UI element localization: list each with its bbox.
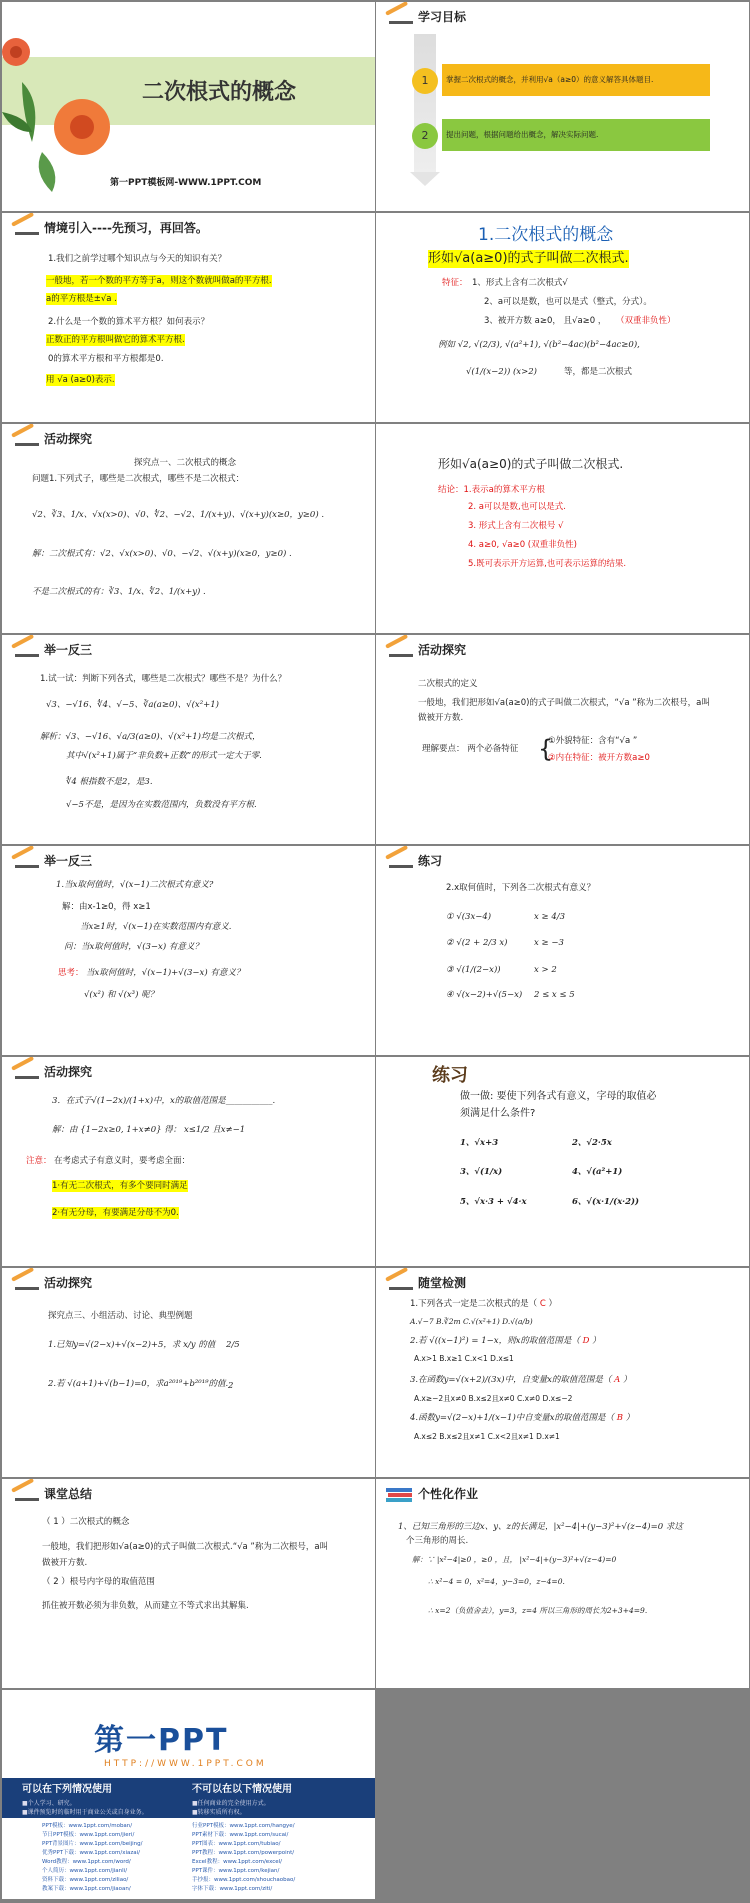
slide-homework bbox=[376, 1479, 749, 1688]
header: 练习 bbox=[386, 852, 442, 869]
bullet-2: 2·有无分母，有要满足分母不为0. bbox=[52, 1208, 179, 1218]
q1-answer: 2/5 bbox=[226, 1340, 240, 1350]
header: 活动探究 bbox=[386, 641, 466, 658]
header: 随堂检测 bbox=[386, 1274, 466, 1291]
slide-conclusion bbox=[376, 424, 749, 633]
link[interactable]: Word教程：www.1ppt.com/word/ bbox=[42, 1859, 131, 1865]
row-2-answer: x ≥ −3 bbox=[534, 938, 564, 948]
pen-icon bbox=[12, 1276, 40, 1290]
pen-icon bbox=[386, 854, 414, 868]
pen-icon bbox=[386, 643, 414, 657]
slide-explore-2 bbox=[2, 1057, 375, 1266]
pen-icon bbox=[386, 10, 414, 24]
explore-sub: 探究点一、二次根式的概念 bbox=[134, 458, 237, 468]
answer-3: ∜4 根指数不是2，是3. bbox=[66, 777, 153, 787]
q1: 1.当x取何值时，√(x−1)二次根式有意义? bbox=[56, 880, 214, 890]
q4: √(x²) 和 √(x³) 呢？ bbox=[84, 990, 159, 1000]
key-points: 理解要点： 两个必备特征 bbox=[422, 744, 519, 754]
point-1-text-b: 做被开方数. bbox=[42, 1558, 88, 1568]
header: 情境引入----先预习，再回答。 bbox=[12, 219, 208, 236]
item-2: 2、√2·5x bbox=[572, 1138, 612, 1148]
prompt-1: 做一做: 要使下列各式有意义，字母的取值必 bbox=[460, 1091, 657, 1102]
question: 1.试一试：判断下列各式，哪些是二次根式？哪些不是？为什么？ bbox=[40, 674, 287, 684]
think-text: 当x取何值时，√(x−1)+√(3−x) 有意义？ bbox=[86, 968, 245, 978]
slide-title-text: 二次根式的概念 bbox=[142, 80, 297, 105]
key-2: ②内在特征：被开方数a≥0 bbox=[548, 753, 650, 763]
definition: 形如√a(a≥0)的式子叫做二次根式. bbox=[428, 251, 629, 266]
row-3: ③ √(1/(2−x)) bbox=[446, 965, 501, 975]
row-2: ② √(2 + 2/3 x) bbox=[446, 938, 508, 948]
link[interactable]: 手抄报：www.1ppt.com/shouchaobao/ bbox=[192, 1877, 296, 1883]
slide-exercise-2 bbox=[376, 1057, 749, 1266]
key-1: ①外貌特征：含有“√a ” bbox=[548, 736, 638, 746]
conclusion-5: 5.既可表示开方运算,也可表示运算的结果. bbox=[468, 559, 627, 569]
header: 学习目标 bbox=[386, 8, 466, 25]
point-2-text: 抓住被开数必须为非负数，从而建立不等式求出其解集. bbox=[42, 1601, 249, 1611]
link[interactable]: PPT模板：www.1ppt.com/moban/ bbox=[42, 1823, 133, 1829]
row-4-answer: 2 ≤ x ≤ 5 bbox=[534, 990, 575, 1000]
answer-2: 其中√(x²+1)属于“非负数+正数”的形式一定大于零. bbox=[66, 751, 262, 761]
pen-icon bbox=[12, 1065, 40, 1079]
header: 个性化作业 bbox=[386, 1485, 478, 1502]
def-title: 二次根式的定义 bbox=[418, 679, 478, 689]
header: 活动探究 bbox=[12, 430, 92, 447]
slide-practice-2 bbox=[2, 846, 375, 1055]
header: 活动探究 bbox=[12, 1274, 92, 1291]
allowed-title: 可以在下列情况使用 bbox=[22, 1784, 112, 1795]
goal-1: 掌握二次根式的概念，并利用√a（a≥0）的意义解答具体题目. bbox=[442, 64, 710, 96]
pen-icon bbox=[12, 221, 40, 235]
solution-3: ∴ x=2（负值舍去），y=3，z=4 所以三角形的周长为2+3+4=9. bbox=[428, 1606, 648, 1615]
pen-icon bbox=[12, 854, 40, 868]
q4-options: A.x≤2 B.x≤2且x≠1 C.x<2且x≠1 D.x≠1 bbox=[414, 1432, 560, 1441]
bullet-1: 1·有无二次根式，有多个要同时满足 bbox=[52, 1181, 188, 1191]
links-col-2 bbox=[192, 1822, 295, 1894]
slide-definition bbox=[376, 635, 749, 844]
link[interactable]: PPT背景图片：www.1ppt.com/beijing/ bbox=[42, 1841, 143, 1847]
header: 举一反三 bbox=[12, 852, 92, 869]
a2: 当x≥1时，√(x−1)在实数范围内有意义. bbox=[80, 922, 232, 932]
flower-decoration bbox=[2, 22, 122, 192]
slide-practice-1 bbox=[2, 635, 375, 844]
answer-1: 解：二次根式有：√2、√x(x>0)、√0、−√2、√(x+y)(x≥0，y≥0) . bbox=[32, 549, 292, 559]
goal-1-number: 1 bbox=[412, 68, 438, 94]
link[interactable]: 节日PPT模板：www.1ppt.com/jieri/ bbox=[42, 1832, 135, 1838]
link[interactable]: 行业PPT模板：www.1ppt.com/hangye/ bbox=[192, 1823, 295, 1829]
a1: 解：由x-1≥0，得 x≥1 bbox=[62, 902, 151, 912]
note-label: 注意： bbox=[26, 1156, 52, 1166]
point-1: （ 1 ）二次根式的概念 bbox=[42, 1517, 130, 1527]
item-4: 4、√(a²+1) bbox=[572, 1167, 623, 1177]
brace-icon: { bbox=[538, 735, 554, 763]
allowed-1: ■个人学习、研究。 bbox=[22, 1800, 76, 1807]
q1: 1.下列各式一定是二次根式的是（ C ） bbox=[410, 1299, 557, 1309]
def-line-1: 一般地，我们把形如√a(a≥0)的式子叫做二次根式，“√a ”称为二次根号，a叫 bbox=[418, 698, 710, 708]
conclusion-4: 4. a≥0, √a≥0 (双重非负性) bbox=[468, 540, 577, 550]
q2-options: A.x>1 B.x≥1 C.x<1 D.x≤1 bbox=[414, 1354, 514, 1363]
slide-explore-1 bbox=[2, 424, 375, 633]
prompt-2: 须满足什么条件? bbox=[460, 1108, 536, 1119]
solution-1: 解：∵ |x²−4|≥0 ，≥0 ，且， |x²−4|+(y−3)²+√(z−4)=0 bbox=[412, 1555, 617, 1564]
q1-options: A.√−7 B.∛2m C.√(x²+1) D.√(a/b) bbox=[410, 1317, 533, 1326]
item-5: 5、√x·3 + √4·x bbox=[460, 1197, 527, 1207]
point-1-text-a: 一般地，我们把形如√a(a≥0)的式子叫做二次根式.“√a ”称为二次根号，a叫 bbox=[42, 1542, 329, 1552]
links-col-1 bbox=[42, 1822, 143, 1894]
slide-quiz bbox=[376, 1268, 749, 1477]
pen-icon bbox=[12, 432, 40, 446]
feature-3: 3、被开方数 a≥0， 且√a≥0 ， bbox=[484, 316, 607, 326]
q2: 2.什么是一个数的算术平方根？如何表示？ bbox=[48, 317, 210, 327]
question-2: 个三角形的周长. bbox=[406, 1536, 469, 1546]
disallowed-2: ■转移实质所有权。 bbox=[192, 1809, 246, 1816]
solution-2: ∴ x²−4 = 0，x²=4，y−3=0，z−4=0. bbox=[428, 1577, 565, 1586]
header: 举一反三 bbox=[12, 641, 92, 658]
link[interactable]: 资料下载：www.1ppt.com/ziliao/ bbox=[42, 1877, 129, 1883]
answer: 解：由 {1−2x≥0, 1+x≠0} 得： x≤1/2 且x≠−1 bbox=[52, 1125, 246, 1135]
question: 问题1.下列式子，哪些是二次根式，哪些不是二次根式： bbox=[32, 474, 245, 484]
feature-3-note: （双重非负性） bbox=[616, 316, 676, 326]
link[interactable]: 字体下载：www.1ppt.com/ziti/ bbox=[192, 1886, 273, 1892]
a2c: 用 √a (a≥0)表示. bbox=[46, 375, 115, 385]
brand-url: HTTP://WWW.1PPT.COM bbox=[104, 1759, 267, 1769]
expr-list: √3、−√16、∜4、√−5、∛a(a≥0)、√(x²+1) bbox=[46, 700, 219, 710]
answer-1: 解析：√3、−√16、√a/3(a≥0)、√(x²+1)均是二次根式， bbox=[40, 732, 261, 742]
note-text: 在考虑式子有意义时，要考虑全面： bbox=[54, 1156, 191, 1166]
pen-icon bbox=[12, 1487, 40, 1501]
pen-icon bbox=[386, 1276, 414, 1290]
slide-footer: 第一PPT模板网-WWW.1PPT.COM bbox=[110, 178, 262, 188]
pen-icon bbox=[12, 643, 40, 657]
slide-title bbox=[2, 2, 375, 211]
arrow-bar bbox=[414, 34, 436, 174]
expr-list: √2、∛3、1/x、√x(x>0)、√0、∜2、−√2、1/(x+y)、√(x+y)(x≥0，y≥0) . bbox=[32, 510, 325, 520]
q3: 3.在函数y=√(x+2)/(3x)中，自变量x的取值范围是（ A ） bbox=[410, 1375, 632, 1385]
goal-2-number: 2 bbox=[412, 123, 438, 149]
a1b: a的平方根是±√a . bbox=[46, 294, 117, 304]
allowed-2: ■课件预览时的临时用于商业公关或自身业务。 bbox=[22, 1809, 148, 1816]
q1: 1.已知y=√(2−x)+√(x−2)+5，求 x/y 的值 bbox=[48, 1340, 216, 1350]
q2: 问：当x取何值时，√(3−x) 有意义？ bbox=[64, 942, 203, 952]
link[interactable]: PPT图表：www.1ppt.com/tubiao/ bbox=[192, 1841, 281, 1847]
brand-logo: 第一PPT bbox=[94, 1723, 229, 1758]
slide-concept bbox=[376, 213, 749, 422]
definition: 形如√a(a≥0)的式子叫做二次根式. bbox=[438, 457, 624, 471]
books-icon bbox=[386, 1486, 414, 1502]
link[interactable]: 优秀PPT下载：www.1ppt.com/xiazai/ bbox=[42, 1850, 141, 1856]
think-label: 思考： bbox=[58, 968, 84, 978]
example-1: 例如 √2, √(2/3), √(a²+1), √(b²−4ac)(b²−4ac≥0), bbox=[438, 340, 640, 350]
exercise-title: 练习 bbox=[432, 1065, 468, 1086]
link[interactable]: PPT课件：www.1ppt.com/kejian/ bbox=[192, 1868, 280, 1874]
a2b: 0的算术平方根和平方根都是0. bbox=[48, 354, 164, 364]
slide-credits bbox=[2, 1690, 375, 1899]
conclusion-2: 2. a可以是数,也可以是式. bbox=[468, 502, 566, 512]
slide-summary bbox=[2, 1479, 375, 1688]
a1a: 一般地，若一个数的平方等于a，则这个数就叫做a的平方根. bbox=[46, 276, 272, 286]
link[interactable]: 个人简历：www.1ppt.com/jianli/ bbox=[42, 1868, 128, 1874]
link[interactable]: PPT素材下载：www.1ppt.com/sucai/ bbox=[192, 1832, 289, 1838]
slide-exercise-1 bbox=[376, 846, 749, 1055]
header: 活动探究 bbox=[12, 1063, 92, 1080]
def-line-2: 做被开方数. bbox=[418, 713, 464, 723]
q3-options: A.x≥−2且x≠0 B.x≤2且x≠0 C.x≠0 D.x≤−2 bbox=[414, 1394, 573, 1403]
q2: 2.若 √(a+1)+√(b−1)=0，求a²⁰¹⁹+b²⁰¹⁹的值. bbox=[48, 1379, 229, 1389]
link[interactable]: Excel教程：www.1ppt.com/excel/ bbox=[192, 1859, 283, 1865]
feature-2: 2、a可以是数，也可以是式（整式，分式）。 bbox=[484, 297, 652, 307]
slide-intro bbox=[2, 213, 375, 422]
question: 3．在式子√(1−2x)/(1+x)中，x的取值范围是___________. bbox=[52, 1096, 276, 1106]
question: 2.x取何值时，下列各二次根式有意义？ bbox=[446, 883, 596, 893]
explore-sub: 探究点三、小组活动、讨论、典型例题 bbox=[48, 1311, 193, 1321]
slide-explore-3 bbox=[2, 1268, 375, 1477]
point-2: （ 2 ）根号内字母的取值范围 bbox=[42, 1577, 155, 1587]
row-1-answer: x ≥ 4/3 bbox=[534, 912, 565, 922]
q2: 2.若 √((x−1)²) = 1−x，则x的取值范围是（ D ） bbox=[410, 1336, 601, 1346]
q4: 4.函数y=√(2−x)+1/(x−1)中自变量x的取值范围是（ B ） bbox=[410, 1413, 635, 1423]
row-1: ① √(3x−4) bbox=[446, 912, 492, 922]
example-3: 等，都是二次根式 bbox=[564, 367, 633, 377]
slide-goals bbox=[376, 2, 749, 211]
question-1: 1、已知三角形的三边x、y、z的长满足，|x²−4|+(y−3)²+√(z−4)=0 求这 bbox=[398, 1522, 683, 1532]
q2-answer: 2 bbox=[228, 1381, 234, 1391]
item-3: 3、√(1/x) bbox=[460, 1167, 503, 1177]
answer-2: 不是二次根式的有：∛3、1/x、∜2、1/(x+y) . bbox=[32, 587, 206, 597]
row-3-answer: x > 2 bbox=[534, 965, 557, 975]
feature-label: 特征： bbox=[442, 278, 468, 288]
a2a: 正数正的平方根叫做它的算术平方根. bbox=[46, 335, 185, 345]
row-4: ④ √(x−2)+√(5−x) bbox=[446, 990, 523, 1000]
feature-1: 1、形式上含有二次根式√ bbox=[472, 278, 568, 288]
q1: 1.我们之前学过哪个知识点与今天的知识有关？ bbox=[48, 254, 227, 264]
disallowed-title: 不可以在以下情况使用 bbox=[192, 1784, 292, 1795]
answer-4: √−5不是，是因为在实数范围内，负数没有平方根. bbox=[66, 800, 257, 810]
header: 课堂总结 bbox=[12, 1485, 92, 1502]
conclusion-3: 3. 形式上含有二次根号 √ bbox=[468, 521, 564, 531]
link[interactable]: PPT教程：www.1ppt.com/powerpoint/ bbox=[192, 1850, 295, 1856]
link[interactable]: 教案下载：www.1ppt.com/jiaoan/ bbox=[42, 1886, 131, 1892]
arrow-head bbox=[410, 172, 440, 186]
item-1: 1、√x+3 bbox=[460, 1138, 499, 1148]
conclusion-1: 结论：1.表示a的算术平方根 bbox=[438, 485, 545, 495]
example-2: √(1/(x−2)) (x>2) bbox=[466, 367, 537, 377]
concept-title: 1.二次根式的概念 bbox=[478, 225, 614, 245]
disallowed-1: ■任何商业的完全使用方式。 bbox=[192, 1800, 270, 1807]
item-6: 6、√(x·1/(x·2)) bbox=[572, 1197, 640, 1207]
goal-2: 提出问题，根据问题给出概念，解决实际问题. bbox=[442, 119, 710, 151]
